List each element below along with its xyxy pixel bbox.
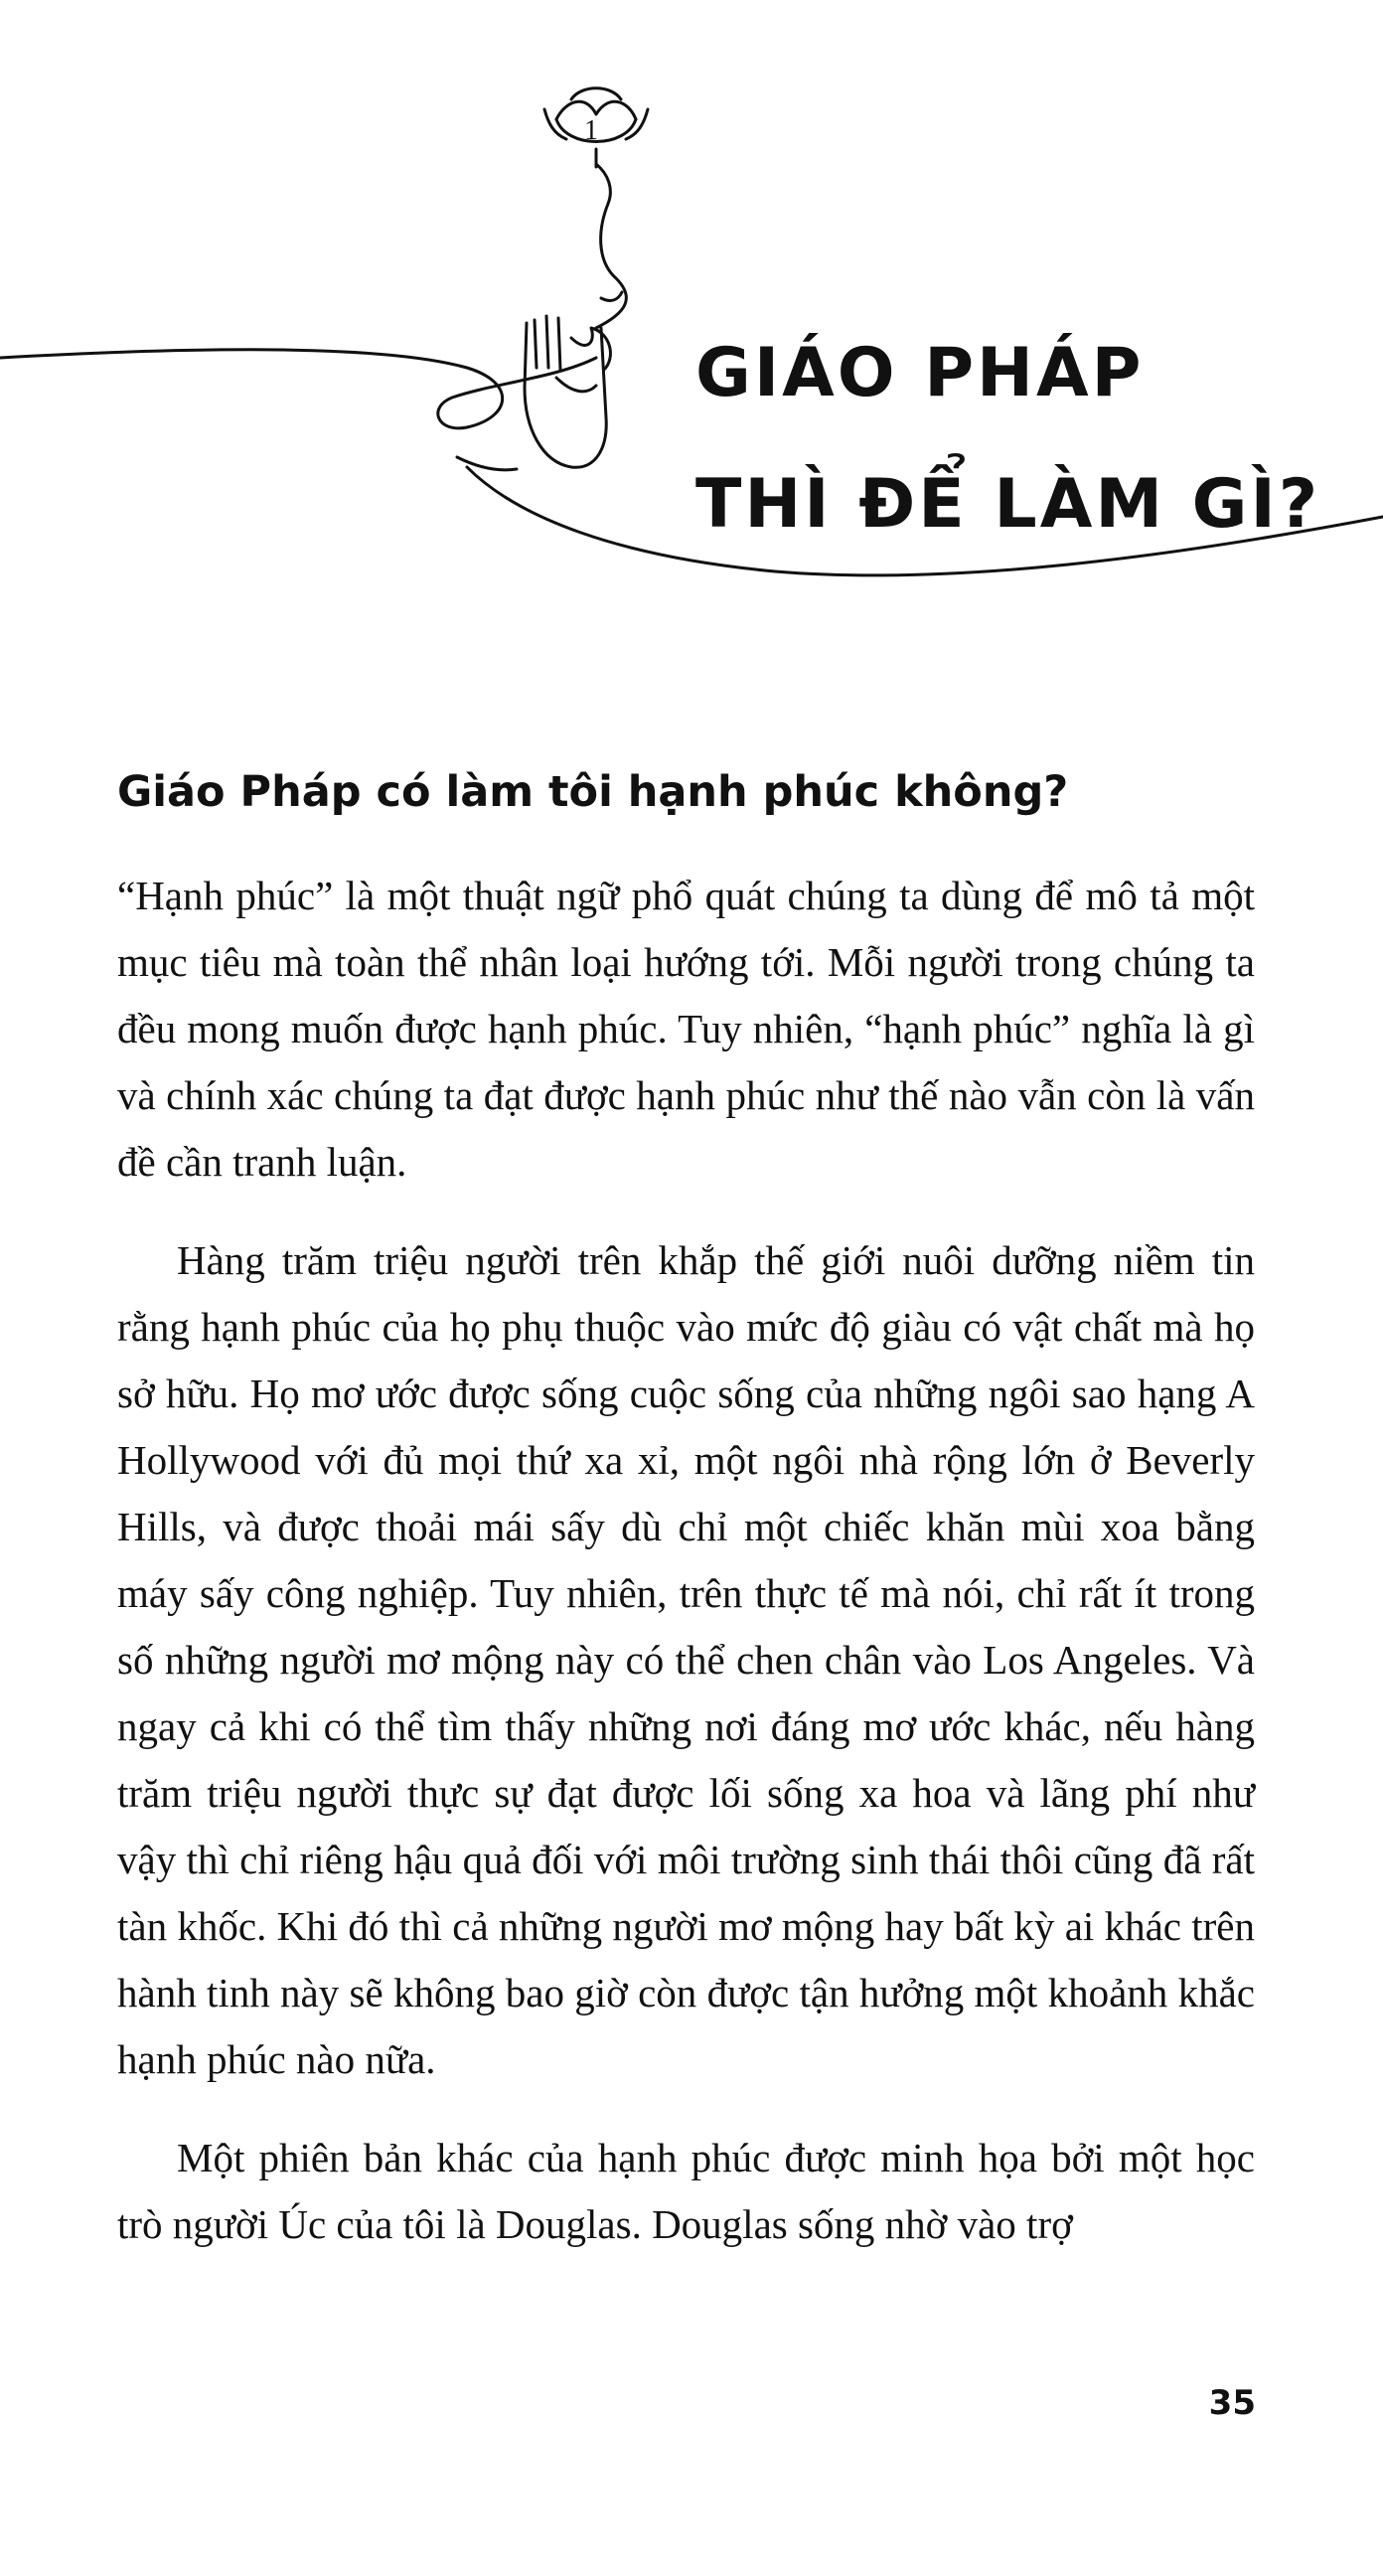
body-text: [117, 863, 1255, 2290]
chapter-title-line-2: THÌ ĐỂ LÀM GÌ?: [695, 465, 1321, 544]
paragraph-1: “Hạnh phúc” là một thuật ngữ phổ quát chúng ta dùng để mô tả một mục tiêu mà toàn thể nhân loại hướng tới. Mỗi người trong chúng ta đều mong muốn được hạnh phúc. Tuy nhiên, “hạnh phúc” nghĩa là gì và chính xác chúng ta đạt được hạnh phúc như thế nào vẫn còn là vấn đề cần tranh luận.: [117, 873, 1255, 1185]
chapter-number: 1: [584, 115, 598, 146]
paragraph-3: Một phiên bản khác của hạnh phúc được minh họa bởi một học trò người Úc của tôi là Douglas. Douglas sống nhờ vào trợ: [117, 2135, 1255, 2247]
page-number: 35: [1208, 2383, 1256, 2423]
section-heading: Giáo Pháp có làm tôi hạnh phúc không?: [117, 767, 1069, 817]
chapter-title: [695, 308, 1320, 570]
paragraph-2: Hàng trăm triệu người trên khắp thế giới nuôi dưỡng niềm tin rằng hạnh phúc của họ phụ thuộc vào mức độ giàu có vật chất mà họ sở hữu. Họ mơ ước được sống cuộc sống của những ngôi sao hạng A Hollywood với đủ mọi thứ xa xỉ, một ngôi nhà rộng lớn ở Beverly Hills, và được thoải mái sấy dù chỉ một chiếc khăn mùi xoa bằng máy sấy công nghiệp. Tuy nhiên, trên thực tế mà nói, chỉ rất ít trong số những người mơ mộng này có thể chen chân vào Los Angeles. Và ngay cả khi có thể tìm thấy những nơi đáng mơ ước khác, nếu hàng trăm triệu người thực sự đạt được lối sống xa hoa và lãng phí như vậy thì chỉ riêng hậu quả đối với môi trường sinh thái thôi cũng đã rất tàn khốc. Khi đó thì cả những người mơ mộng hay bất kỳ ai khác trên hành tinh này sẽ không bao giờ còn được tận hưởng một khoảnh khắc hạnh phúc nào nữa.: [117, 1237, 1255, 2082]
chapter-title-line-1: GIÁO PHÁP: [695, 334, 1145, 412]
